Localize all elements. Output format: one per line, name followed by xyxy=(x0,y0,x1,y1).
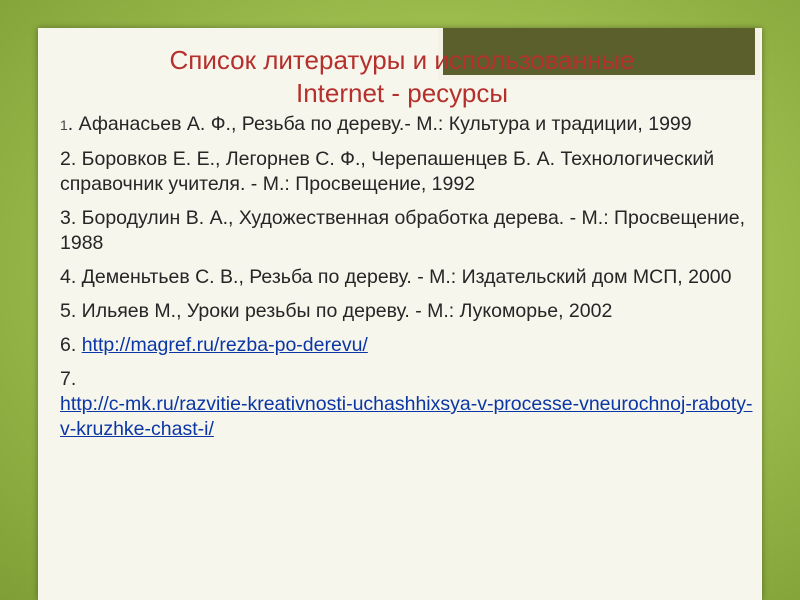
slide-title xyxy=(40,44,764,110)
list-item-4: 4. Деменьтьев С. В., Резьба по дереву. - М.: Издательский дом МСП, 2000 xyxy=(60,266,732,288)
c-mk-link[interactable]: http://c-mk.ru/razvitie-kreativnosti-uchashhixsya-v-processe-vneurochnoj-raboty-v-kruzhke-chast-i/ xyxy=(60,393,753,440)
list-item-6 xyxy=(60,333,760,358)
title-line-1: Список литературы и использованные xyxy=(169,45,635,76)
list-item-text: . Афанасьев А. Ф., Резьба по дереву.- М.: Культура и традиции, 1999 xyxy=(67,113,692,135)
bibliography-list xyxy=(60,112,760,451)
list-item-1 xyxy=(60,112,760,138)
list-item-prefix: 7. xyxy=(60,368,77,390)
list-item-2: 2. Боровков Е. Е., Легорнев С. Ф., Черепашенцев Б. А. Технологический справочник учителя. - М.: Просвещение, 1992 xyxy=(60,148,715,195)
list-item-5: 5. Ильяев М., Уроки резьбы по дереву. - М.: Лукоморье, 2002 xyxy=(60,300,613,322)
list-item-prefix: 6. xyxy=(60,334,82,356)
list-item-3: 3. Бородулин В. А., Художественная обработка дерева. - М.: Просвещение, 1988 xyxy=(60,207,746,254)
title-line-2: Internet - ресурсы xyxy=(295,78,509,109)
magref-link[interactable]: http://magref.ru/rezba-po-derevu/ xyxy=(81,334,368,356)
list-item-7 xyxy=(60,367,760,442)
list-item-number: 1 xyxy=(60,117,68,133)
